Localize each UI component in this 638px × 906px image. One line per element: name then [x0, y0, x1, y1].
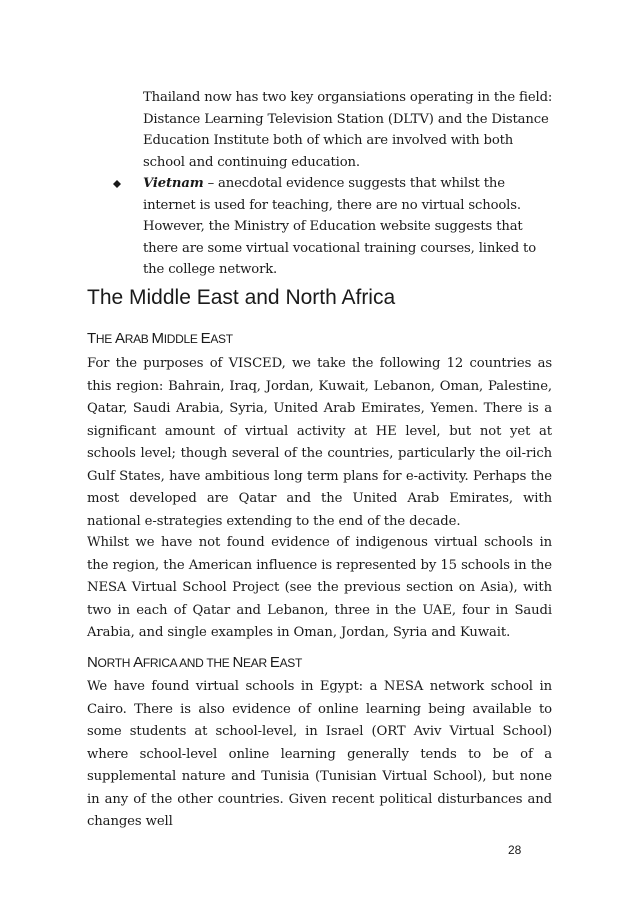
bullet-vietnam — [143, 173, 555, 281]
subheading-part: AST — [279, 656, 303, 670]
subheading-part: ORTH — [97, 656, 134, 670]
subheading-part: HE — [95, 332, 115, 346]
thailand-continuation — [143, 87, 553, 173]
bullet-text — [143, 173, 555, 281]
subheading-part: FRICA AND THE — [142, 656, 233, 670]
bullet-body: – anecdotal evidence suggests that whilst the internet is used for teaching, there are no virtual schools. However, the Ministry of Education website suggests that there are some virtual vocational training courses, linked to the college network. — [143, 176, 536, 277]
subheading-part: EAR — [243, 656, 270, 670]
subheading-part: N — [232, 654, 244, 671]
diamond-bullet-icon — [113, 180, 121, 188]
subheading-part: AST — [210, 332, 233, 346]
subheading-part: E — [269, 654, 280, 671]
subheading-part: M — [151, 330, 164, 347]
subheading-part: A — [133, 654, 143, 671]
subheading-part: E — [200, 330, 211, 347]
subheading-north-africa-near-east — [87, 654, 302, 671]
subheading-part: RAB — [124, 332, 152, 346]
subheading-arab-middle-east — [87, 330, 233, 347]
page-number: 28 — [508, 843, 522, 857]
subheading-part: N — [87, 654, 98, 671]
paragraph-region-overview: For the purposes of VISCED, we take the following 12 countries as this region: Bahrain, Iraq, Jordan, Kuwait, Lebanon, Oman, Palestine, Qatar, Saudi Arabia, Syria, United Arab Emirates, Yemen. There is a significant amount of virtual activity at HE level, but not yet at schools level; though several of the countries, particularly the oil-rich Gulf States, have ambitious long term plans for e-activity. Perhaps the most developed are Qatar and the United Arab Emirates, with national e-strategies extending to the end of the decade. — [87, 356, 552, 529]
subheading-part: A — [114, 330, 125, 347]
paragraph-nesa-schools: Whilst we have not found evidence of indigenous virtual schools in the region, the American influence is represented by 15 schools in the NESA Virtual School Project (see the previous section on Asia), with two in each of Qatar and Lebanon, three in the UAE, four in Saudi Arabia, and single examples in Oman, Jordan, Syria and Kuwait. — [87, 535, 552, 640]
subheading-part: T — [87, 330, 96, 347]
bullet-term: Vietnam — [143, 176, 204, 191]
paragraph-north-africa: We have found virtual schools in Egypt: a NESA network school in Cairo. There is also evidence of online learning being available to some students at school-level, in Israel (ORT Aviv Virtual School) where school-level online learning generally tends to be of a supplemental nature and Tunisia (Tunisian Virtual School), but none in any of the other countries. Given recent political disturbances and changes well — [87, 679, 552, 829]
thailand-paragraph: Thailand now has two key organsiations operating in the field: Distance Learning Television Station (DLTV) and the Distance Education Institute both of which are involved with both school and continuing education. — [143, 90, 553, 170]
subheading-part: IDDLE — [163, 332, 201, 346]
section-heading: The Middle East and North Africa — [87, 286, 396, 309]
